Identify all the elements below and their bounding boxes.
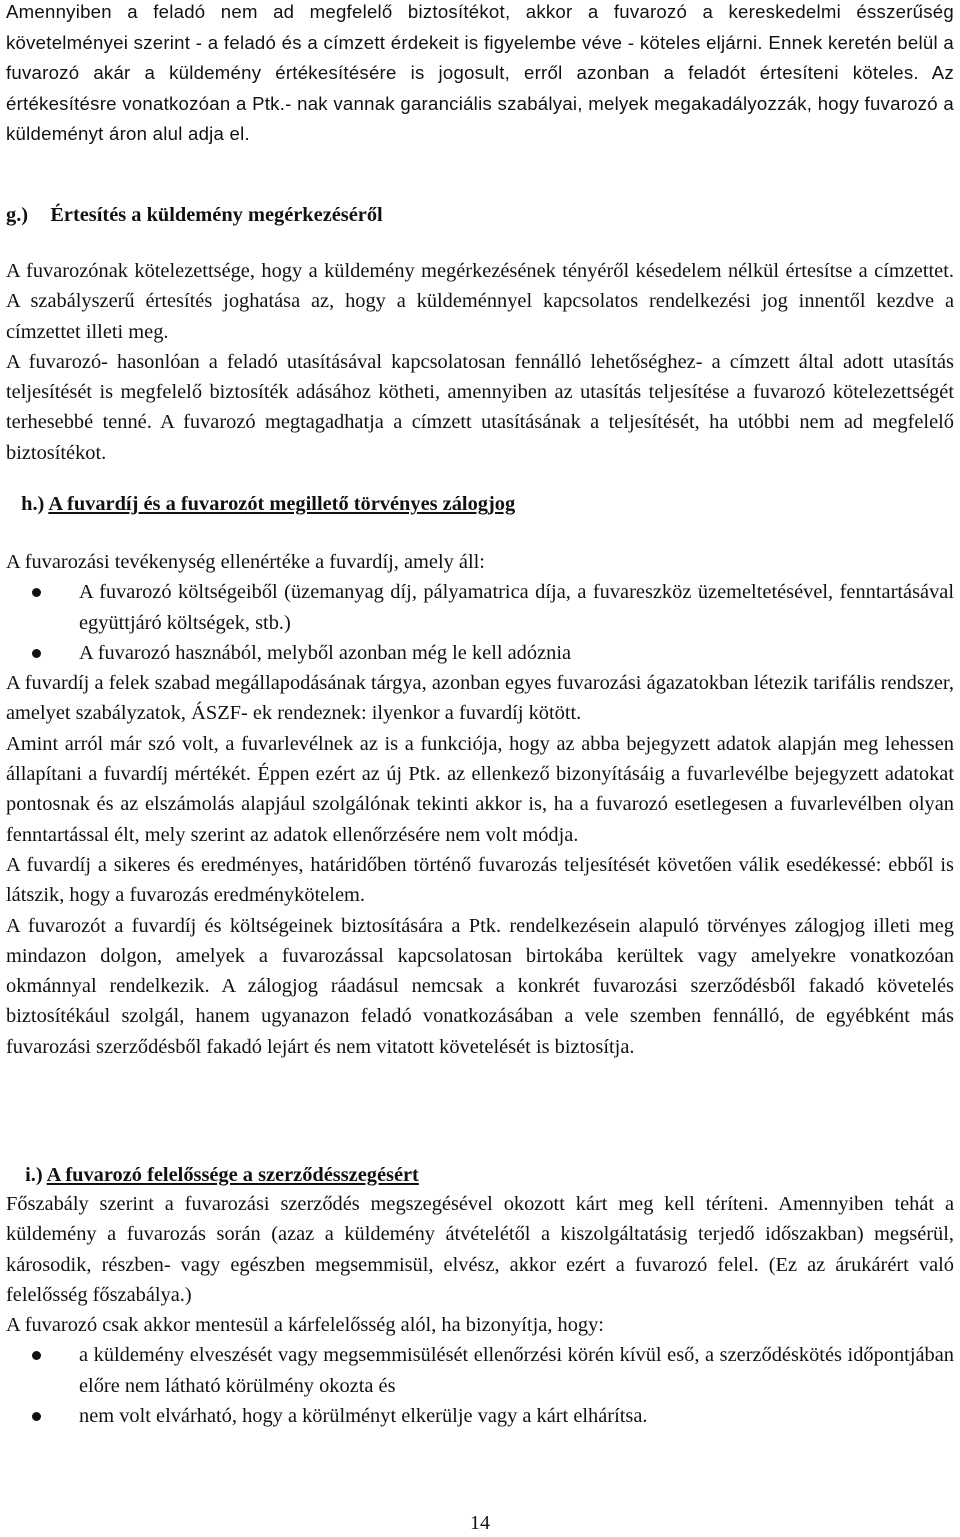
list-item xyxy=(6,1340,954,1401)
section-i-label: i.) xyxy=(25,1164,43,1186)
section-g-title: Értesítés a küldemény megérkezéséről xyxy=(50,204,383,226)
section-i-body xyxy=(6,1189,954,1431)
section-h-label: h.) xyxy=(21,493,45,515)
bullet-text: A fuvarozó hasznából, melyből azonban még le kell adóznia xyxy=(79,641,572,664)
section-g-paragraph: A fuvarozó- hasonlóan a feladó utasításával kapcsolatosan fennálló lehetőséghez- a címzett által adott utasítás teljesítését is megfelelő biztosíték adásához kötheti, amennyiben az utasítás teljesítése a fuvarozó kötelezettségét terhesebbé tenné. A fuvarozó megtagadhatja a címzett utasításának a teljesítését, ha utóbbi nem ad megfelelő biztosítékot. xyxy=(6,350,954,464)
intro-paragraph: Amennyiben a feladó nem ad megfelelő biztosítékot, akkor a fuvarozó a kereskedelmi ésszerűség követelményei szerint - a feladó és a címzett érdekeit is figyelembe véve - köteles eljárni. Ennek keretén belül a fuvarozó akár a küldemény értékesítésére is jogosult, erről azonban a feladót értesíteni köteles. Az értékesítésre vonatkozóan a Ptk.- nak vannak garanciális szabályai, melyek megakadályozzák, hogy fuvarozó a küldeményt áron alul adja el. xyxy=(6,1,954,144)
list-item xyxy=(6,638,954,668)
section-h-lead: A fuvarozási tevékenység ellenértéke a fuvardíj, amely áll: xyxy=(6,551,485,573)
section-g-label: g.) xyxy=(6,204,29,226)
section-i-paragraph: Főszabály szerint a fuvarozási szerződés megszegésével okozott kárt meg kell téríteni. Amennyiben tehát a küldemény a fuvarozás során (azaz a küldemény átvételétől a kiszolgáltatásig terjedő időszakban) megsérül, károsodik, részben- vagy egészben megsemmisül, elvész, akkor ezért a fuvarozó felel. (Ez az árukárért való felelősség főszabálya.) xyxy=(6,1193,954,1306)
list-item xyxy=(6,1401,954,1431)
section-h-paragraph: A fuvarozót a fuvardíj és költségeinek biztosítására a Ptk. rendelkezésein alapuló törvényes zálogjog illeti meg mindazon dolgon, amelyek a fuvarozással kapcsolatosan birtokába kerültek vagy amelyekre vonatkozóan okmánnyal rendelkezik. A zálogjog ráadásul nemcsak a konkrét fuvarozási szerződésből fakadó követelés biztosítékául szolgál, hanem ugyanazon feladó vonatkozásában a vele szemben fennálló, de egyébként más fuvarozási szerződésből fakadó lejárt és nem vitatott követelését is biztosítja. xyxy=(6,914,954,1058)
section-i-title: A fuvarozó felelőssége a szerződésszegésért xyxy=(46,1164,419,1186)
bullet-icon xyxy=(32,1412,41,1421)
section-h-heading xyxy=(6,489,515,519)
section-h-title: A fuvardíj és a fuvarozót megillető törvényes zálogjog xyxy=(48,493,516,515)
bullet-icon xyxy=(32,588,41,597)
section-i-lead: A fuvarozó csak akkor mentesül a kárfelelősség alól, ha bizonyítja, hogy: xyxy=(6,1314,604,1337)
list-item xyxy=(6,577,954,638)
bullet-icon xyxy=(32,649,41,658)
section-h-body xyxy=(6,547,954,1062)
section-h-paragraph: Amint arról már szó volt, a fuvarlevélnek az is a funkciója, hogy az abba bejegyzett adatok alapján meg lehessen állapítani a fuvardíj mértékét. Éppen ezért az új Ptk. az ellenkező bizonyításáig a fuvarlevélbe bejegyzett adatokat pontosnak és az elszámolás alapjául szolgálónak tekinti akkor is, ha a fuvarozó esetlegesen a fuvarlevélben olyan fenntartással élt, mely szerint az adatok ellenőrzésére nem volt módja. xyxy=(6,732,954,846)
section-g-heading xyxy=(6,200,383,230)
section-g-body xyxy=(6,256,954,468)
section-i-heading xyxy=(6,1160,419,1190)
section-i-bullet-list xyxy=(6,1340,954,1431)
bullet-text: nem volt elvárható, hogy a körülményt elkerülje vagy a kárt elhárítsa. xyxy=(79,1405,648,1428)
intro-paragraph-block xyxy=(6,0,954,150)
section-h-paragraph: A fuvardíj a sikeres és eredményes, határidőben történő fuvarozás teljesítését követően válik esedékessé: ebből is látszik, hogy a fuvarozás eredménykötelem. xyxy=(6,853,954,907)
bullet-icon xyxy=(32,1351,41,1360)
section-h-bullet-list xyxy=(6,577,954,668)
bullet-text: A fuvarozó költségeiből (üzemanyag díj, pályamatrica díja, a fuvareszköz üzemeltetésével, fenntartásával együttjáró költségek, stb.) xyxy=(79,581,954,634)
bullet-text: a küldemény elveszését vagy megsemmisülését ellenőrzési körén kívül eső, a szerződéskötés időpontjában előre nem látható körülmény okozta és xyxy=(79,1344,954,1397)
section-g-paragraph: A fuvarozónak kötelezettsége, hogy a küldemény megérkezésének tényéről késedelem nélkül értesítse a címzettet. A szabályszerű értesítés joghatása az, hogy a küldeménnyel kapcsolatos rendelkezési jog innentől kezdve a címzettet illeti meg. xyxy=(6,260,954,343)
section-h-paragraph: A fuvardíj a felek szabad megállapodásának tárgya, azonban egyes fuvarozási ágazatokban létezik tarifális rendszer, amelyet szabályzatok, ÁSZF- ek rendeznek: ilyenkor a fuvardíj kötött. xyxy=(6,672,954,725)
page-number: 14 xyxy=(470,1512,490,1534)
